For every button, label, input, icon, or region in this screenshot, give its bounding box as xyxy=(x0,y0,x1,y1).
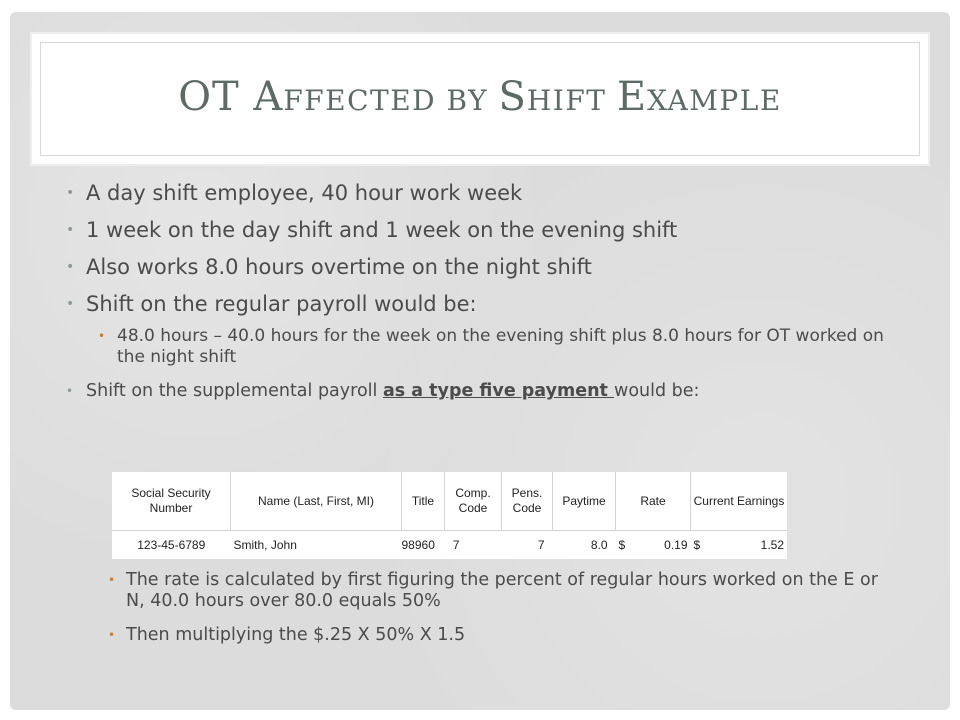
bullet-item xyxy=(66,215,902,245)
table-header-row xyxy=(112,472,787,531)
bullet-text: 1 week on the day shift and 1 week on the evening shift xyxy=(86,218,678,242)
cell-comp-code: 7 xyxy=(452,538,460,552)
bullet-icon: • xyxy=(66,222,75,238)
bullet-list xyxy=(66,178,902,402)
earnings-value: 1.52 xyxy=(760,538,784,552)
sub-bullet-icon: • xyxy=(108,573,116,587)
bullet-item xyxy=(66,380,902,402)
cell-pens-code: 7 xyxy=(537,538,545,552)
sub-bullet-item xyxy=(102,570,882,612)
calculation-notes xyxy=(102,570,882,659)
title-part: S xyxy=(498,74,527,120)
bullet-icon: • xyxy=(66,259,75,275)
supplemental-emphasis: as a type five payment xyxy=(382,381,614,401)
cell-title-comp xyxy=(402,531,502,560)
sub-bullet-text: The rate is calculated by first figuring the percent of regular hours worked on the E or N, 40.0 hours over 80.0 equals 50% xyxy=(126,570,878,611)
payroll-table xyxy=(112,472,787,559)
title-part: FFECTED BY xyxy=(283,84,499,117)
cell-title: 98960 xyxy=(401,538,435,552)
header-name: Name (Last, First, MI) xyxy=(231,472,402,531)
header-ssn: Social Security Number xyxy=(112,472,231,531)
title-part: XAMPLE xyxy=(647,84,782,117)
bullet-icon: • xyxy=(66,185,75,201)
title-box xyxy=(30,32,930,166)
header-rate: Rate xyxy=(616,472,691,531)
header-paytime: Paytime xyxy=(553,472,616,531)
header-title: Title xyxy=(402,472,445,531)
bullet-item xyxy=(66,252,902,282)
title-part: HIFT xyxy=(526,84,617,117)
supplemental-text-after: would be: xyxy=(614,381,700,401)
sub-bullet-text: 48.0 hours – 40.0 hours for the week on the evening shift plus 8.0 hours for OT worked on the night shift xyxy=(117,326,884,367)
bullet-item xyxy=(66,178,902,208)
bullet-text: Also works 8.0 hours overtime on the night shift xyxy=(86,255,592,279)
cell-earnings xyxy=(691,531,788,560)
header-current-earnings: Current Earnings xyxy=(691,472,788,531)
header-comp-code: Comp. Code xyxy=(445,472,502,531)
bullet-item xyxy=(66,289,902,319)
sub-bullet-item xyxy=(72,326,902,368)
bullet-text: Shift on the regular payroll would be: xyxy=(86,292,477,316)
bullet-icon: • xyxy=(66,296,75,312)
title-part: OT A xyxy=(178,74,284,120)
sub-bullet-text: Then multiplying the $.25 X 50% X 1.5 xyxy=(126,625,466,645)
sub-bullet-icon: • xyxy=(98,329,106,343)
bullet-icon: • xyxy=(66,384,74,398)
bullet-text: A day shift employee, 40 hour work week xyxy=(86,181,523,205)
cell-name: Smith, John xyxy=(233,538,297,552)
rate-value: 0.19 xyxy=(664,538,688,552)
title-part: E xyxy=(616,74,648,120)
cell-ssn: 123-45-6789 xyxy=(137,538,206,552)
cell-paytime: 8.0 xyxy=(590,538,608,552)
sub-bullet-item xyxy=(102,625,882,646)
header-pens-code: Pens. Code xyxy=(502,472,553,531)
slide-title xyxy=(32,74,928,120)
cell-rate xyxy=(616,531,691,560)
table-row xyxy=(112,531,787,560)
rate-currency: $ xyxy=(618,538,626,552)
earnings-currency: $ xyxy=(693,538,701,552)
sub-bullet-icon: • xyxy=(108,628,116,642)
supplemental-text-before: Shift on the supplemental payroll xyxy=(86,381,383,401)
